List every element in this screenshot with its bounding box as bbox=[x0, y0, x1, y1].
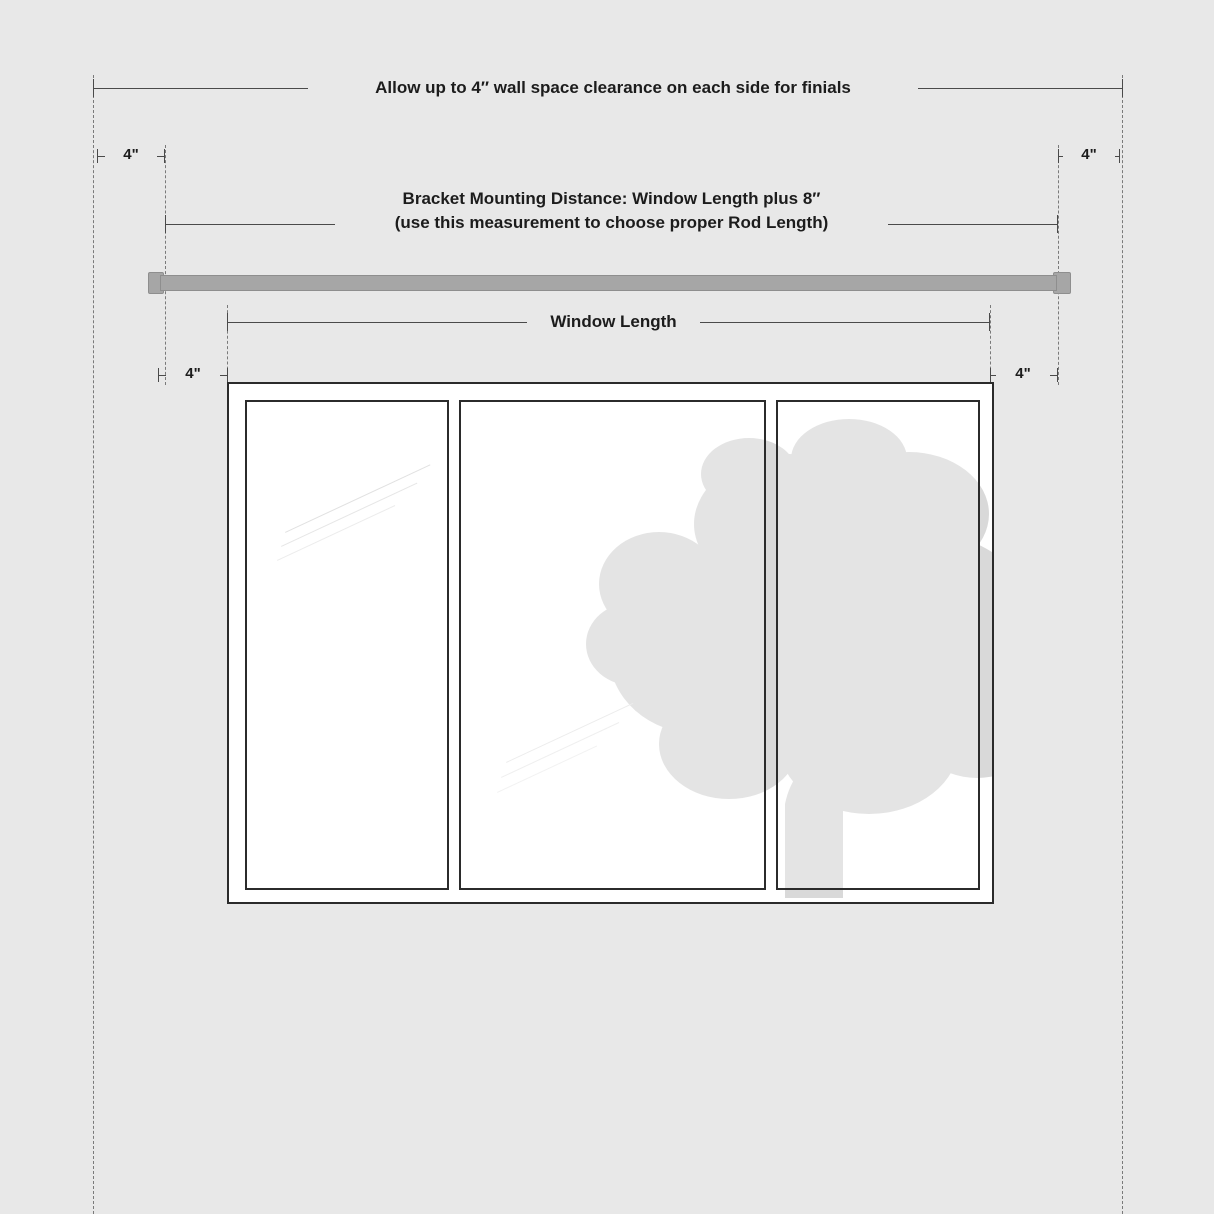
window-pane-right bbox=[776, 400, 980, 890]
bracket-distance-label-line2: (use this measurement to choose proper Rod Length) bbox=[394, 213, 829, 232]
window-pane-center bbox=[459, 400, 766, 890]
dimension-line-window-right bbox=[700, 322, 990, 323]
bracket-offset-right-label: 4" bbox=[996, 365, 1050, 382]
dimension-tick-finial-right-inner bbox=[1058, 149, 1059, 163]
window-frame bbox=[227, 382, 994, 904]
dimension-line-bracket-right bbox=[888, 224, 1058, 225]
dimension-line-clearance-right bbox=[918, 88, 1123, 89]
window-length-label: Window Length bbox=[550, 312, 677, 331]
window-pane-left bbox=[245, 400, 449, 890]
dimension-tick-bracket-offset-left-inner bbox=[227, 368, 228, 382]
dimension-line-window-left bbox=[227, 322, 527, 323]
finial-left-label: 4" bbox=[105, 146, 157, 163]
guide-line-wall-left bbox=[93, 75, 94, 1214]
dimension-tick-window-right bbox=[989, 313, 990, 331]
glass-glare-6 bbox=[497, 746, 597, 793]
bracket-distance-label-line1: Bracket Mounting Distance: Window Length plus 8″ bbox=[402, 189, 821, 208]
dimension-tick-finial-left-inner bbox=[164, 149, 165, 163]
curtain-rod bbox=[160, 275, 1057, 291]
guide-line-wall-right bbox=[1122, 75, 1123, 1214]
dimension-tick-bracket-right bbox=[1057, 215, 1058, 233]
glass-glare-4 bbox=[506, 703, 633, 763]
dimension-tick-bracket-left bbox=[165, 215, 166, 233]
dimension-tick-window-left bbox=[227, 313, 228, 331]
dimension-tick-finial-left-outer bbox=[97, 149, 98, 163]
dimension-line-clearance-left bbox=[93, 88, 308, 89]
guide-line-rod-right bbox=[1058, 145, 1059, 385]
dimension-tick-clearance-right bbox=[1122, 79, 1123, 97]
glass-glare-3 bbox=[277, 505, 395, 561]
glass-glare-5 bbox=[501, 722, 619, 778]
dimension-tick-bracket-offset-right-outer bbox=[1057, 368, 1058, 382]
dimension-line-bracket-left bbox=[165, 224, 335, 225]
dimension-tick-finial-right-outer bbox=[1119, 149, 1120, 163]
guide-line-rod-left bbox=[165, 145, 166, 385]
bracket-offset-left-label: 4" bbox=[166, 365, 220, 382]
clearance-note-label: Allow up to 4″ wall space clearance on each side for finials bbox=[375, 78, 851, 97]
dimension-tick-bracket-offset-left-outer bbox=[158, 368, 159, 382]
dimension-tick-clearance-left bbox=[93, 79, 94, 97]
dimension-tick-bracket-offset-right-inner bbox=[990, 368, 991, 382]
finial-right-label: 4" bbox=[1063, 146, 1115, 163]
glass-glare-2 bbox=[281, 483, 417, 547]
